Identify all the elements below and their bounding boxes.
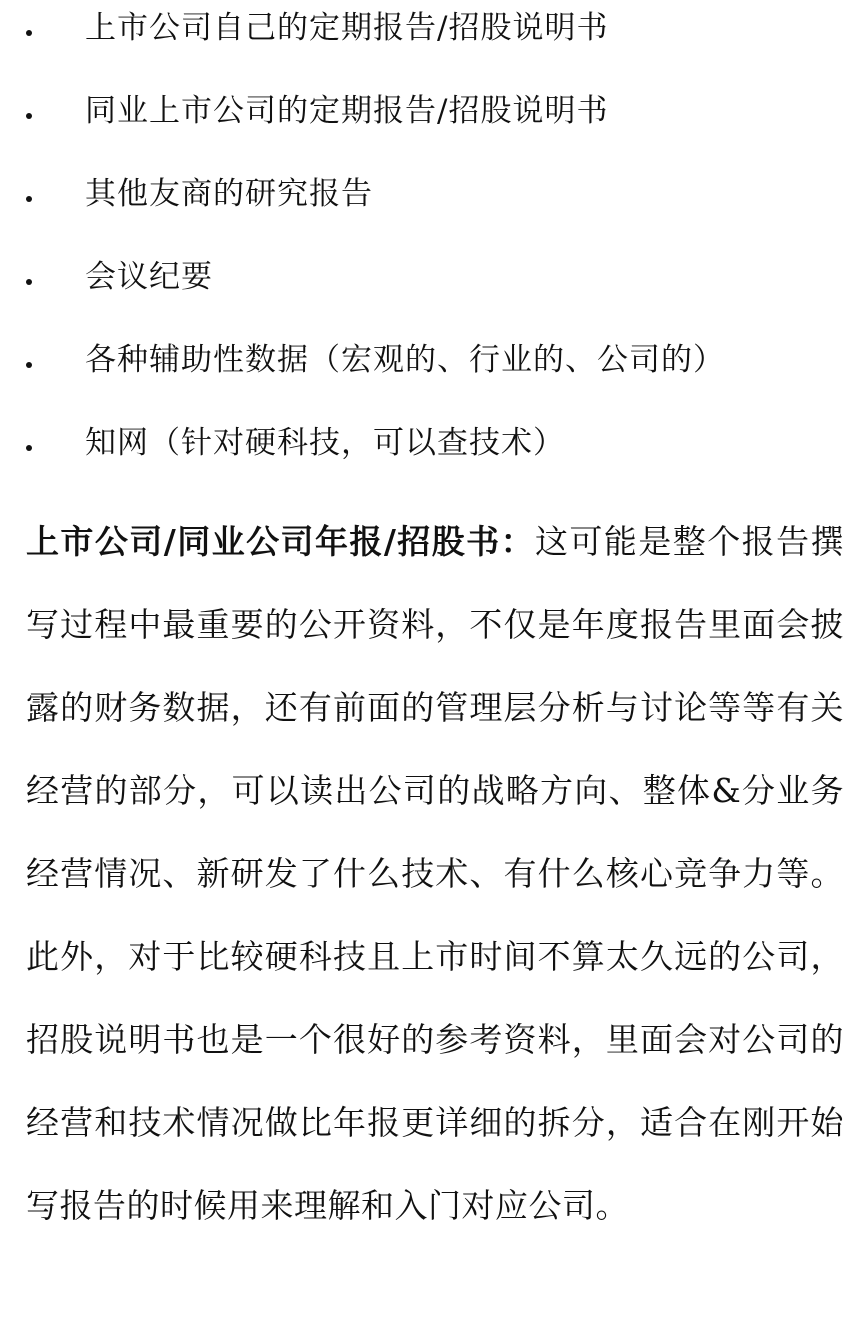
list-item-text: 上市公司自己的定期报告/招股说明书 [85,10,609,46]
bullet-icon [26,279,32,285]
list-item [0,415,865,498]
annual-report-paragraph [26,500,844,1247]
bullet-icon [26,445,32,451]
bullet-icon [26,113,32,119]
paragraph-lead-heading: 上市公司/同业公司年报/招股书： [26,522,536,561]
list-item [0,249,865,332]
list-item [0,83,865,166]
bullet-icon [26,362,32,368]
list-item-text: 其他友商的研究报告 [85,176,373,212]
bullet-icon [26,196,32,202]
source-list [0,0,865,498]
list-item [0,0,865,83]
list-item [0,166,865,249]
bullet-icon [26,30,32,36]
paragraph-body: 这可能是整个报告撰写过程中最重要的公开资料，不仅是年度报告里面会披露的财务数据，还有前面的管理层分析与讨论等等有关经营的部分，可以读出公司的战略方向、整体&分业务经营情况、新研发了什么技术、有什么核心竞争力等。此外，对于比较硬科技且上市时间不算太久远的公司，招股说明书也是一个很好的参考资料，里面会对公司的经营和技术情况做比年报更详细的拆分，适合在刚开始写报告的时候用来理解和入门对应公司。 [26,522,845,1225]
list-item-text: 会议纪要 [85,259,213,295]
list-item-text: 知网（针对硬科技，可以查技术） [85,425,565,461]
list-item-text: 同业上市公司的定期报告/招股说明书 [85,93,609,129]
list-item [0,332,865,415]
list-item-text: 各种辅助性数据（宏观的、行业的、公司的） [85,342,725,378]
